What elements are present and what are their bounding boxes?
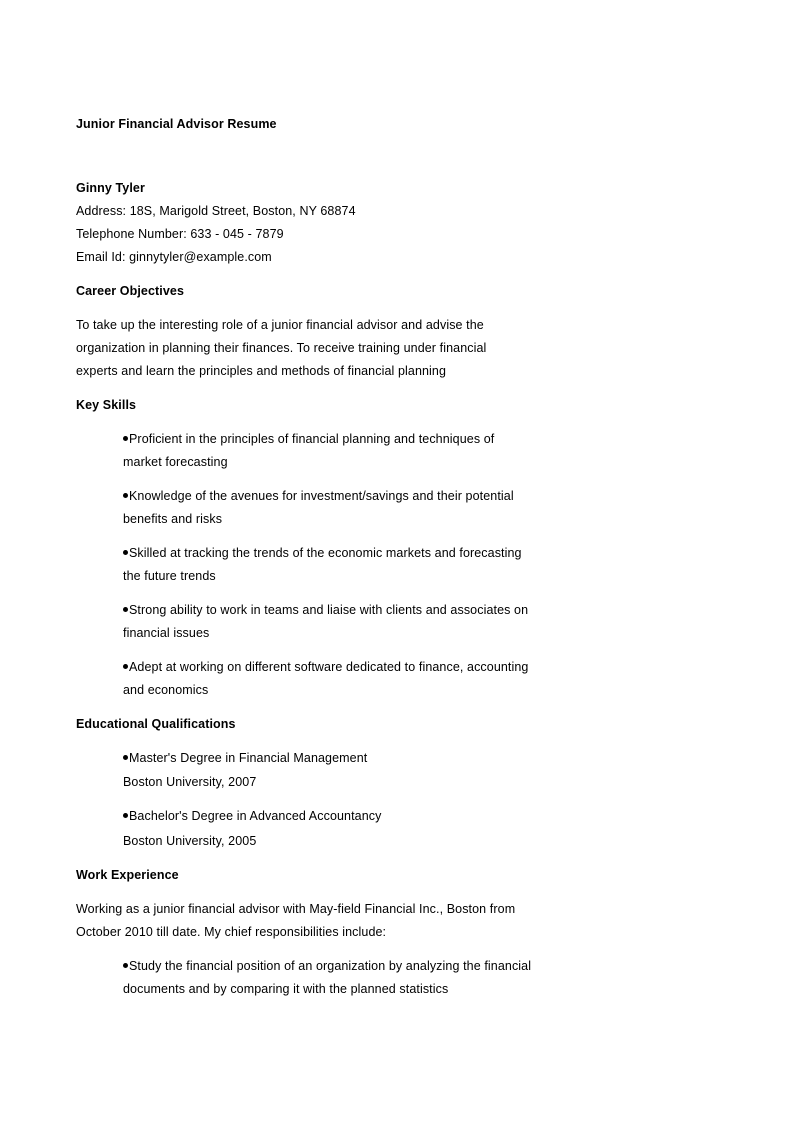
objective-line: To take up the interesting role of a junior financial advisor and advise the bbox=[76, 318, 484, 332]
skill-item: Proficient in the principles of financial planning and techniques of bbox=[123, 431, 494, 447]
contact-telephone: Telephone Number: 633 - 045 - 7879 bbox=[76, 227, 284, 241]
contact-name: Ginny Tyler bbox=[76, 181, 145, 195]
document-title: Junior Financial Advisor Resume bbox=[76, 117, 277, 131]
contact-address: Address: 18S, Marigold Street, Boston, NY 68874 bbox=[76, 204, 356, 218]
contact-email: Email Id: ginnytyler@example.com bbox=[76, 250, 272, 264]
section-heading-education: Educational Qualifications bbox=[76, 717, 236, 731]
skill-item: Knowledge of the avenues for investment/savings and their potential bbox=[123, 488, 514, 504]
skill-item-continuation: the future trends bbox=[123, 569, 216, 583]
section-heading-key-skills: Key Skills bbox=[76, 398, 137, 412]
objective-line: organization in planning their finances. To receive training under financial bbox=[76, 341, 487, 355]
work-summary-line: Working as a junior financial advisor with May-field Financial Inc., Boston from bbox=[76, 902, 516, 916]
education-degree: Master's Degree in Financial Management bbox=[123, 750, 367, 766]
skill-item: Adept at working on different software dedicated to finance, accounting bbox=[123, 659, 528, 675]
education-school: Boston University, 2005 bbox=[123, 834, 257, 848]
objective-line: experts and learn the principles and methods of financial planning bbox=[76, 364, 447, 378]
work-summary-line: October 2010 till date. My chief responsibilities include: bbox=[76, 925, 387, 939]
skill-item-continuation: benefits and risks bbox=[123, 512, 223, 526]
skill-item-continuation: financial issues bbox=[123, 626, 210, 640]
skill-item-continuation: market forecasting bbox=[123, 455, 228, 469]
education-degree: Bachelor's Degree in Advanced Accountancy bbox=[123, 808, 381, 824]
skill-item: Strong ability to work in teams and liaise with clients and associates on bbox=[123, 602, 528, 618]
responsibility-item-continuation: documents and by comparing it with the planned statistics bbox=[123, 982, 449, 996]
skill-item-continuation: and economics bbox=[123, 683, 209, 697]
section-heading-work-experience: Work Experience bbox=[76, 868, 179, 882]
skill-item: Skilled at tracking the trends of the economic markets and forecasting bbox=[123, 545, 522, 561]
education-school: Boston University, 2007 bbox=[123, 775, 257, 789]
section-heading-career-objectives: Career Objectives bbox=[76, 284, 185, 298]
responsibility-item: Study the financial position of an organization by analyzing the financial bbox=[123, 958, 531, 974]
